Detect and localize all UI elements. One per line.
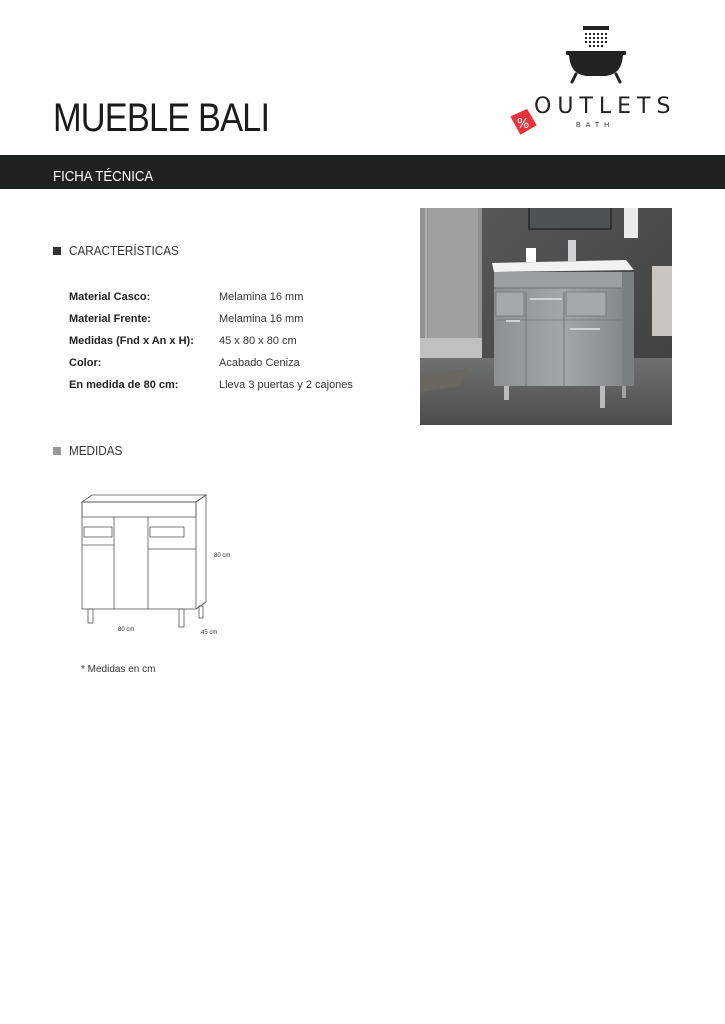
spec-key: Material Frente: xyxy=(69,313,151,325)
spec-key: Medidas (Fnd x An x H): xyxy=(69,335,194,347)
svg-text:%: % xyxy=(516,117,530,132)
bathtub-icon xyxy=(506,24,676,94)
characteristics-heading xyxy=(53,243,191,258)
section-band xyxy=(0,155,725,189)
product-photo xyxy=(420,208,672,425)
logo-brand-text: OUTLETS xyxy=(534,94,677,119)
measures-label: MEDIDAS xyxy=(69,443,123,458)
spec-key: En medida de 80 cm: xyxy=(69,379,179,391)
depth-dimension-label: 45 cm xyxy=(201,630,218,636)
square-bullet-icon xyxy=(53,247,61,255)
spec-value: Lleva 3 puertas y 2 cajones xyxy=(219,379,353,391)
outlets-bath-logo xyxy=(506,24,676,144)
spec-value: 45 x 80 x 80 cm xyxy=(219,335,297,347)
logo-sub-text: BATH xyxy=(576,122,615,129)
square-bullet-icon xyxy=(53,447,61,455)
width-dimension-label: 80 cm xyxy=(118,627,135,633)
cabinet-dimension-drawing xyxy=(78,492,248,642)
characteristics-label: CARACTERÍSTICAS xyxy=(69,243,179,258)
product-title: MUEBLE BALI xyxy=(53,96,270,140)
spec-value: Melamina 16 mm xyxy=(219,313,304,325)
measures-heading xyxy=(53,443,128,458)
height-dimension-label: 80 cm xyxy=(214,553,231,559)
spec-key: Color: xyxy=(69,357,102,369)
band-label: FICHA TÉCNICA xyxy=(53,168,154,185)
spec-value: Acabado Ceniza xyxy=(219,357,300,369)
spec-value: Melamina 16 mm xyxy=(219,291,304,303)
measures-note: * Medidas en cm xyxy=(81,664,156,675)
spec-key: Material Casco: xyxy=(69,291,151,303)
